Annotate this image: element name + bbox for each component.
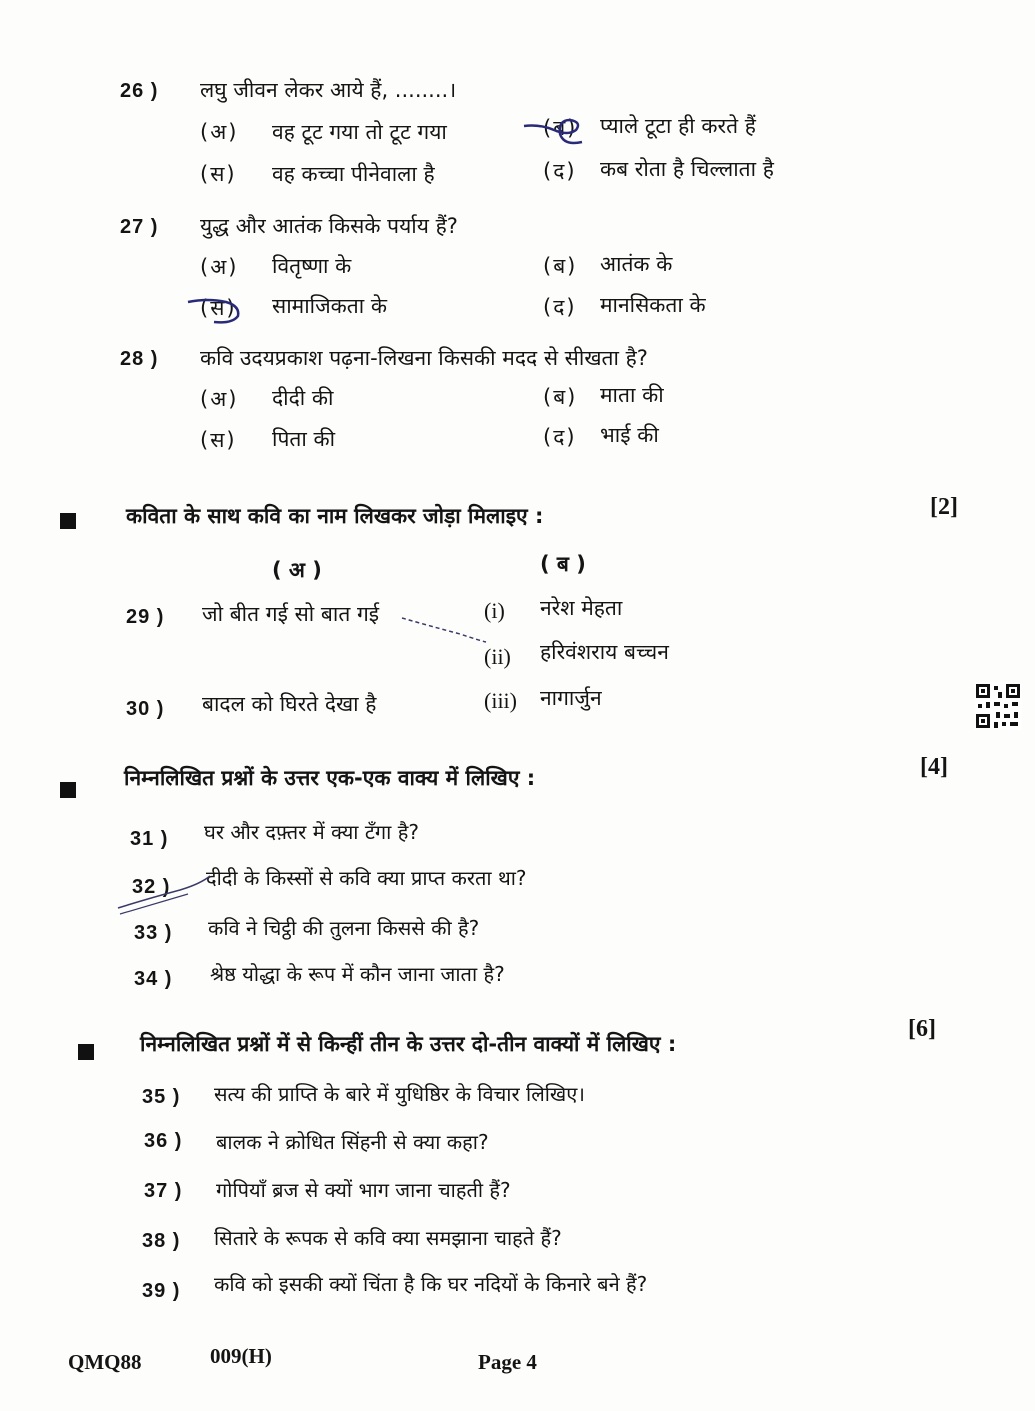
pen-tick-mark [186, 288, 256, 328]
option-label: (द) [543, 425, 577, 449]
question-text: गोपियाँ ब्रज से क्यों भाग जाना चाहती हैं? [216, 1178, 511, 1202]
option-label: (ब) [543, 116, 578, 140]
option-text: सामाजिकता के [272, 294, 387, 318]
option-text: वितृष्णा के [272, 254, 352, 278]
question-text: घर और दफ़्तर में क्या टँगा है? [204, 820, 419, 844]
section-bullet [78, 1044, 94, 1060]
section-bullet [60, 782, 76, 798]
question-number: 34 ) [134, 968, 173, 990]
section-bullet [60, 513, 76, 529]
question-text: दीदी के किस्सों से कवि क्या प्राप्त करता था? [206, 866, 527, 890]
option-text: मानसिकता के [600, 293, 706, 317]
option-text: वह टूट गया तो टूट गया [272, 120, 447, 144]
poet-name: नरेश मेहता [540, 596, 623, 620]
question-text: सत्य की प्राप्ति के बारे में युधिष्ठिर के विचार लिखिए। [214, 1082, 585, 1106]
question-text: लघु जीवन लेकर आये हैं, ........। [200, 78, 457, 102]
option-label: (अ) [200, 120, 239, 144]
question-number: 28 ) [120, 348, 159, 370]
page-number: Page 4 [478, 1350, 537, 1374]
question-number: 36 ) [144, 1130, 183, 1152]
option-text: भाई की [600, 423, 659, 447]
question-number: 32 ) [132, 876, 171, 898]
poet-label: (i) [484, 598, 505, 623]
poet-name: हरिवंशराय बच्चन [540, 640, 669, 664]
option-label: (अ) [200, 387, 239, 411]
option-text: आतंक के [600, 252, 673, 276]
section-heading: निम्नलिखित प्रश्नों में से किन्हीं तीन के उत्तर दो-तीन वाक्यों में लिखिए : [140, 1032, 677, 1056]
poet-label: (ii) [484, 644, 511, 669]
option-label: (स) [200, 296, 237, 320]
footer-code: QMQ88 [68, 1350, 142, 1374]
option-label: (ब) [543, 254, 578, 278]
question-number: 30 ) [126, 698, 165, 720]
question-text: सितारे के रूपक से कवि क्या समझाना चाहते हैं? [214, 1226, 562, 1250]
option-label: (स) [200, 162, 237, 186]
question-number: 35 ) [142, 1086, 181, 1108]
option-label: (द) [543, 159, 577, 183]
question-number: 37 ) [144, 1180, 183, 1202]
question-text: कवि ने चिट्ठी की तुलना किससे की है? [208, 916, 480, 940]
option-label: (स) [200, 428, 237, 452]
question-text: श्रेष्ठ योद्धा के रूप में कौन जाना जाता है? [210, 962, 505, 986]
column-header-b: ( ब ) [540, 552, 586, 576]
option-text: पिता की [272, 427, 336, 451]
question-number: 29 ) [126, 606, 165, 628]
option-text: कब रोता है चिल्लाता है [600, 157, 774, 181]
option-text: प्याले टूटा ही करते हैं [600, 114, 756, 138]
column-header-a: ( अ ) [272, 558, 322, 582]
match-item: बादल को घिरते देखा है [202, 692, 377, 716]
option-label: (अ) [200, 255, 239, 279]
question-number: 39 ) [142, 1280, 181, 1302]
option-text: दीदी की [272, 386, 334, 410]
pen-tick-mark [520, 112, 590, 156]
qr-code-icon [974, 682, 1022, 730]
pen-match-line [400, 612, 490, 652]
question-number: 26 ) [120, 80, 159, 102]
match-item: जो बीत गई सो बात गई [202, 602, 380, 626]
section-marks: [4] [920, 754, 948, 780]
option-label: (द) [543, 295, 577, 319]
section-heading: निम्नलिखित प्रश्नों के उत्तर एक-एक वाक्य में लिखिए : [124, 766, 536, 790]
poet-label: (iii) [484, 688, 517, 713]
pen-tick-mark [110, 864, 220, 924]
question-text: युद्ध और आतंक किसके पर्याय हैं? [200, 214, 458, 238]
question-text: बालक ने क्रोधित सिंहनी से क्या कहा? [216, 1130, 489, 1154]
option-label: (ब) [543, 385, 578, 409]
footer-paper-code: 009(H) [210, 1344, 272, 1368]
option-text: वह कच्चा पीनेवाला है [272, 162, 435, 186]
section-heading: कविता के साथ कवि का नाम लिखकर जोड़ा मिलाइए : [126, 504, 544, 528]
section-marks: [2] [930, 494, 958, 520]
option-text: माता की [600, 383, 664, 407]
question-number: 38 ) [142, 1230, 181, 1252]
question-text: कवि को इसकी क्यों चिंता है कि घर नदियों के किनारे बने हैं? [214, 1272, 648, 1296]
poet-name: नागार्जुन [540, 686, 602, 710]
question-text: कवि उदयप्रकाश पढ़ना-लिखना किसकी मदद से सीखता है? [200, 346, 648, 370]
question-number: 33 ) [134, 922, 173, 944]
question-number: 27 ) [120, 216, 159, 238]
question-number: 31 ) [130, 828, 169, 850]
section-marks: [6] [908, 1016, 936, 1042]
